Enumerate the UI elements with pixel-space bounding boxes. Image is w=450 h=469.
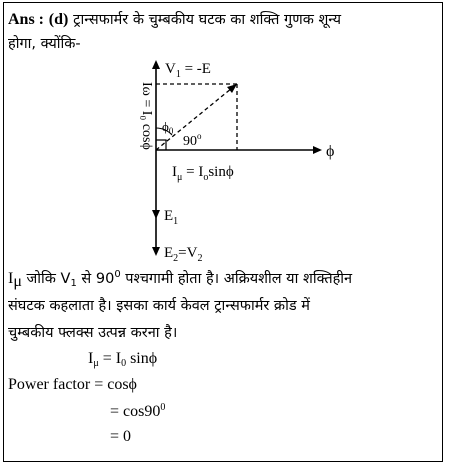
option-label: (d) — [48, 11, 69, 28]
phi-arrowhead — [313, 146, 322, 154]
power-factor-step3: = 0 — [110, 428, 132, 445]
v1-label: $V_1 = -E$ — [165, 61, 211, 80]
e2-label: $E_2=V_2$ — [164, 245, 203, 264]
ans-label: Ans : — [8, 11, 45, 28]
equation-imu: $I_\mu = I_0$ sinϕ — [88, 350, 158, 369]
v1-arrowhead — [152, 60, 160, 69]
vertical-current-label: Iω = I₀ cosϕ — [139, 82, 154, 150]
e1-label: $E_1$ — [164, 208, 179, 227]
power-factor-step2: = $\cos 90^0$ — [110, 402, 166, 420]
explanation-line2: संघटक कहलाता है। इसका कार्य केवल ट्रान्सफार्मर क्रोड में — [8, 298, 310, 314]
heading-text-line2: होगा, क्योंकि- — [8, 36, 81, 52]
power-factor-line: Power factor = cosϕ — [8, 376, 137, 393]
explanation-line3: चुम्बकीय फ्लक्स उत्पन्न करना है। — [8, 325, 178, 341]
angle-90-label: 90$^o$ — [183, 131, 202, 149]
imu-label: $I_\mu = I_o\sin\phi$ — [172, 164, 234, 183]
phi-axis-label: ϕ — [326, 143, 335, 160]
phi0-label: $\phi_0$ — [162, 119, 174, 136]
e2-arrowhead — [152, 247, 160, 256]
explanation-line1: $I_\mu$ जोकि $V_1$ से $90^0$ पश्चगामी होता है। अक्रियशील या शक्तिहीन — [8, 269, 353, 290]
e1-arrowhead — [152, 210, 160, 219]
heading-text-line1: ट्रान्सफार्मर के चुम्बकीय घटक का शक्ति गुणक शून्य — [73, 12, 341, 28]
